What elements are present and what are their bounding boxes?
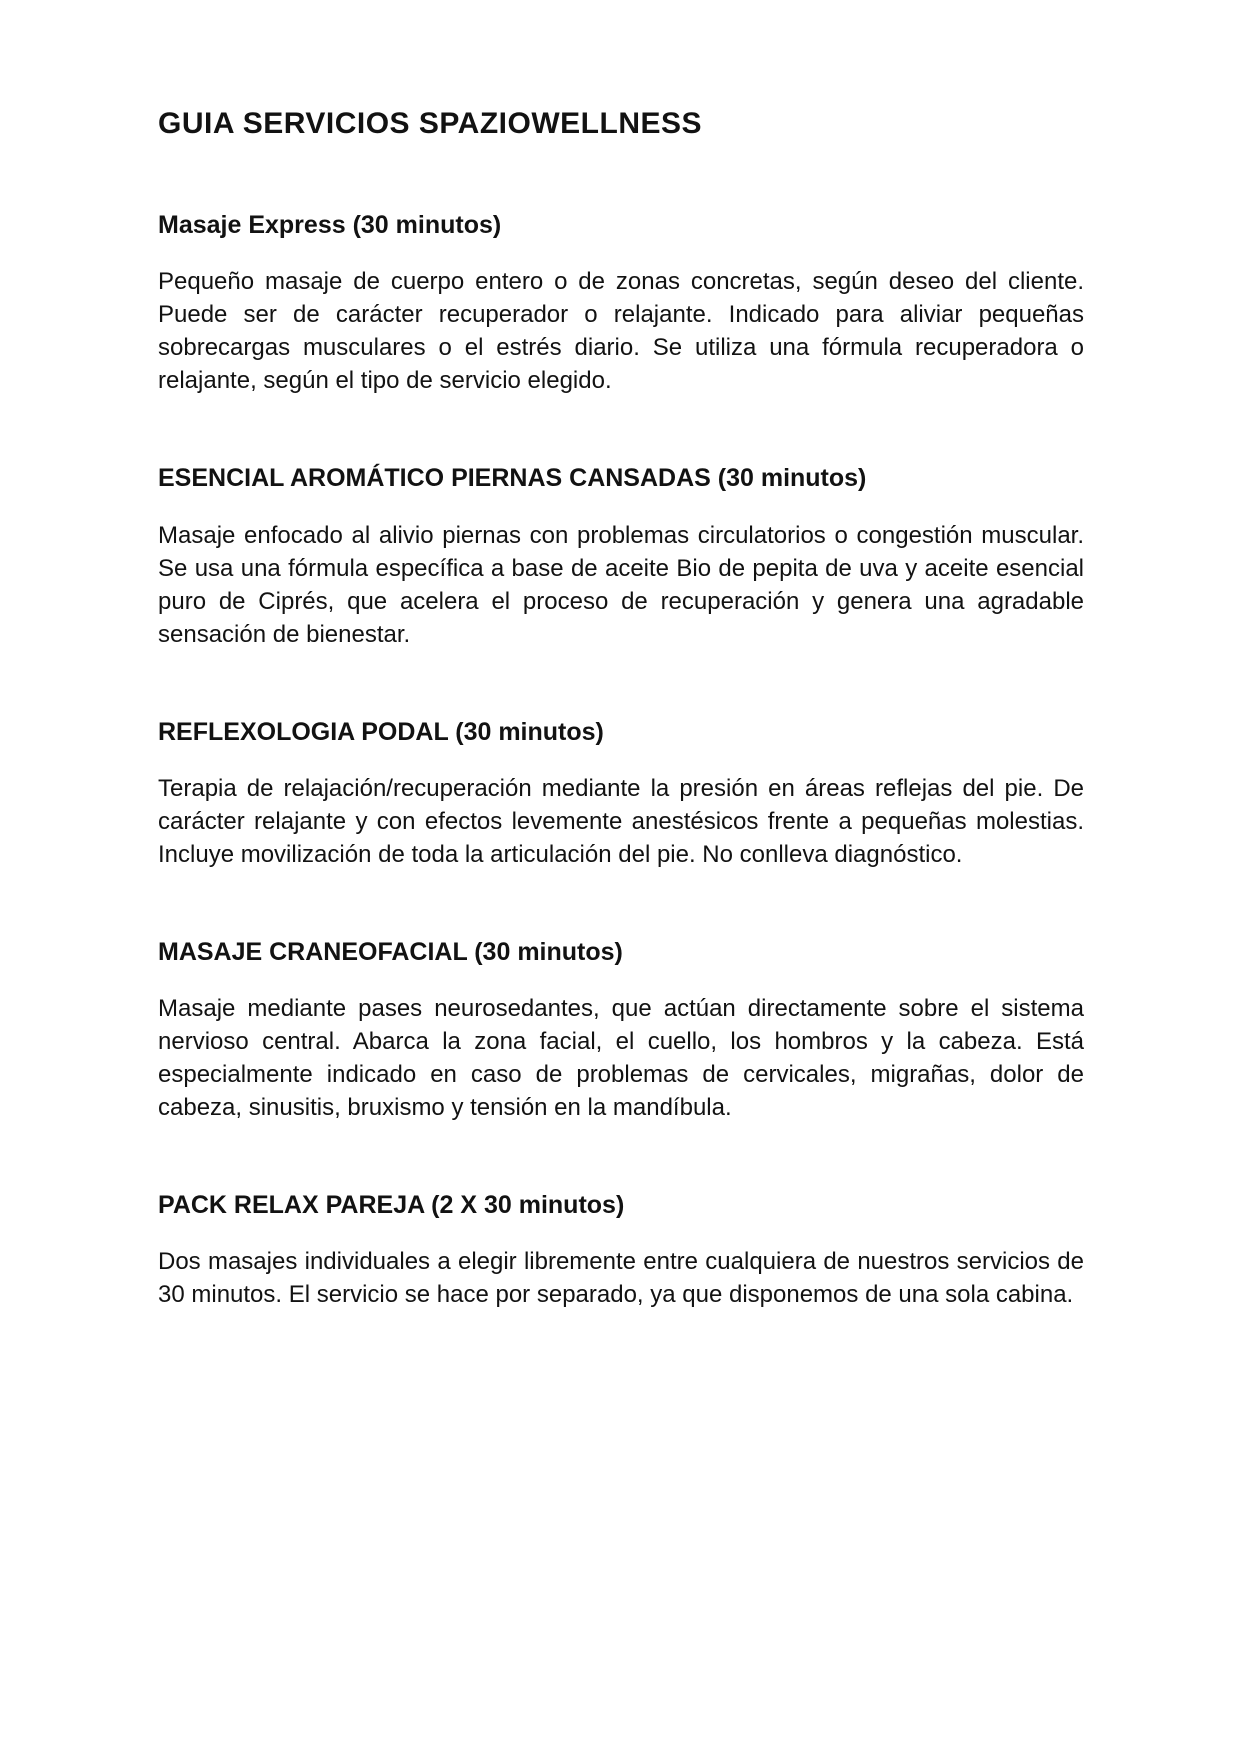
section-heading: Masaje Express (30 minutos) [158, 211, 502, 239]
section-heading: PACK RELAX PAREJA (2 X 30 minutos) [158, 1191, 625, 1219]
section-heading: ESENCIAL AROMÁTICO PIERNAS CANSADAS (30 minutos) [158, 464, 867, 493]
section-body: Dos masajes individuales a elegir libremente entre cualquiera de nuestros servicios de 30 minutos. El servicio se hace por separado, ya que disponemos de una sola cabina. [158, 1248, 1084, 1309]
document-content [158, 106, 1084, 1377]
section-reflexologia-podal [158, 717, 1084, 871]
section-heading: MASAJE CRANEOFACIAL (30 minutos) [158, 937, 623, 966]
section-pack-relax-pareja [158, 1190, 1084, 1311]
section-heading: REFLEXOLOGIA PODAL (30 minutos) [158, 717, 604, 746]
section-body: Pequeño masaje de cuerpo entero o de zonas concretas, según deseo del cliente. Puede ser de carácter recuperador o relajante. Indicado para aliviar pequeñas sobrecargas musculares o el estrés diario. Se utiliza una fórmula recuperadora o relajante, según el tipo de servicio elegido. [158, 268, 1084, 395]
section-masaje-express [158, 210, 1084, 397]
section-body: Terapia de relajación/recuperación mediante la presión en áreas reflejas del pie. De carácter relajante y con efectos levemente anestésicos frente a pequeñas molestias. Incluye movilización de toda la articulación del pie. No conlleva diagnóstico. [158, 774, 1084, 868]
section-body: Masaje mediante pases neurosedantes, que actúan directamente sobre el sistema nervioso central. Abarca la zona facial, el cuello, los hombros y la cabeza. Está especialmente indicado en caso de problemas de cervicales, migrañas, dolor de cabeza, sinusitis, bruxismo y tensión en la mandíbula. [158, 995, 1084, 1121]
section-body: Masaje enfocado al alivio piernas con problemas circulatorios o congestión muscular. Se usa una fórmula específica a base de aceite Bio de pepita de uva y aceite esencial puro de Ciprés, que acelera el proceso de recuperación y genera una agradable sensación de bienestar. [158, 521, 1084, 648]
document-title: GUIA SERVICIOS SPAZIOWELLNESS [158, 107, 703, 140]
section-esencial-aromatico [158, 463, 1084, 650]
section-masaje-craneofacial [158, 937, 1084, 1124]
